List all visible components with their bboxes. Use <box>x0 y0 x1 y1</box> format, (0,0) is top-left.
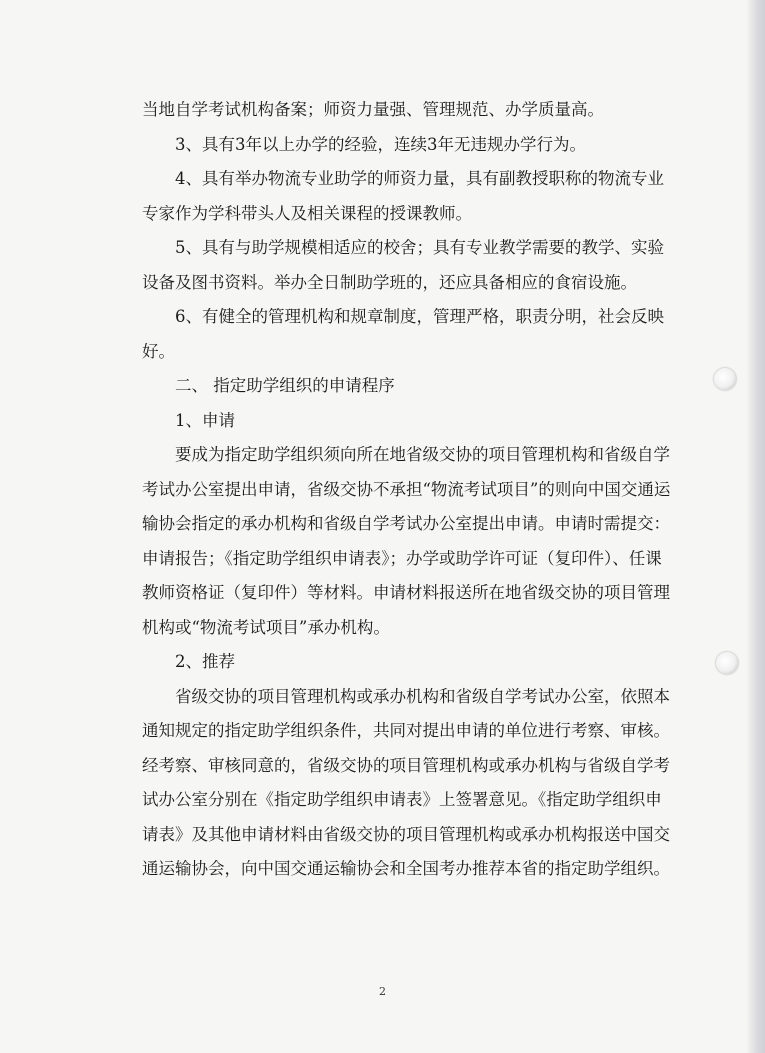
paragraph-apply: 要成为指定助学组织须向所在地省级交协的项目管理机构和省级自学考试办公室提出申请，省级交协不承担“物流考试项目”的则向中国交通运输协会指定的承办机构和省级自学考试办公室提出申请。申请时需提交：申请报告；《指定助学组织申请表》；办学或助学许可证（复印件）、任课教师资格证（复印件）等材料。申请材料报送所在地省级交协的项目管理机构或“物流考试项目”承办机构。 <box>142 445 671 637</box>
paragraph-item-4: 4、具有举办物流专业助学的师资力量，具有副教授职称的物流专业专家作为学科带头人及相关课程的授课教师。 <box>142 169 664 223</box>
paragraph-recommend: 省级交协的项目管理机构或承办机构和省级自学考试办公室，依照本通知规定的指定助学组织条件，共同对提出申请的单位进行考察、审核。经考察、审核同意的，省级交协的项目管理机构或承办机构与省级自学考试办公室分别在《指定助学组织申请表》上签署意见。《指定助学组织申请表》及其他申请材料由省级交协的项目管理机构或承办机构报送中国交通运输协会，向中国交通运输协会和全国考办推荐本省的指定助学组织。 <box>142 686 670 878</box>
page-edge-shadow <box>747 0 765 1053</box>
paragraph-item-3: 3、具有3年以上办学的经验，连续3年无违规办学行为。 <box>175 134 586 154</box>
subheading-recommend: 2、推荐 <box>175 652 235 671</box>
page-number: 2 <box>379 985 386 998</box>
binding-hole <box>714 368 736 390</box>
paragraph-continued: 当地自学考试机构备案；师资力量强、管理规范、办学质量高。 <box>142 100 604 119</box>
subheading-apply: 1、申请 <box>175 410 235 430</box>
paragraph-item-5: 5、具有与助学规模相适应的校舍；具有专业教学需要的教学、实验设备及图书资料。举办全日制助学班的，还应具备相应的食宿设施。 <box>142 238 664 292</box>
document-body <box>142 93 672 887</box>
paragraph-item-6: 6、有健全的管理机构和规章制度，管理严格，职责分明，社会反映好。 <box>142 307 664 361</box>
section-heading-2: 二、 指定助学组织的申请程序 <box>175 376 395 395</box>
binding-hole <box>716 652 738 674</box>
